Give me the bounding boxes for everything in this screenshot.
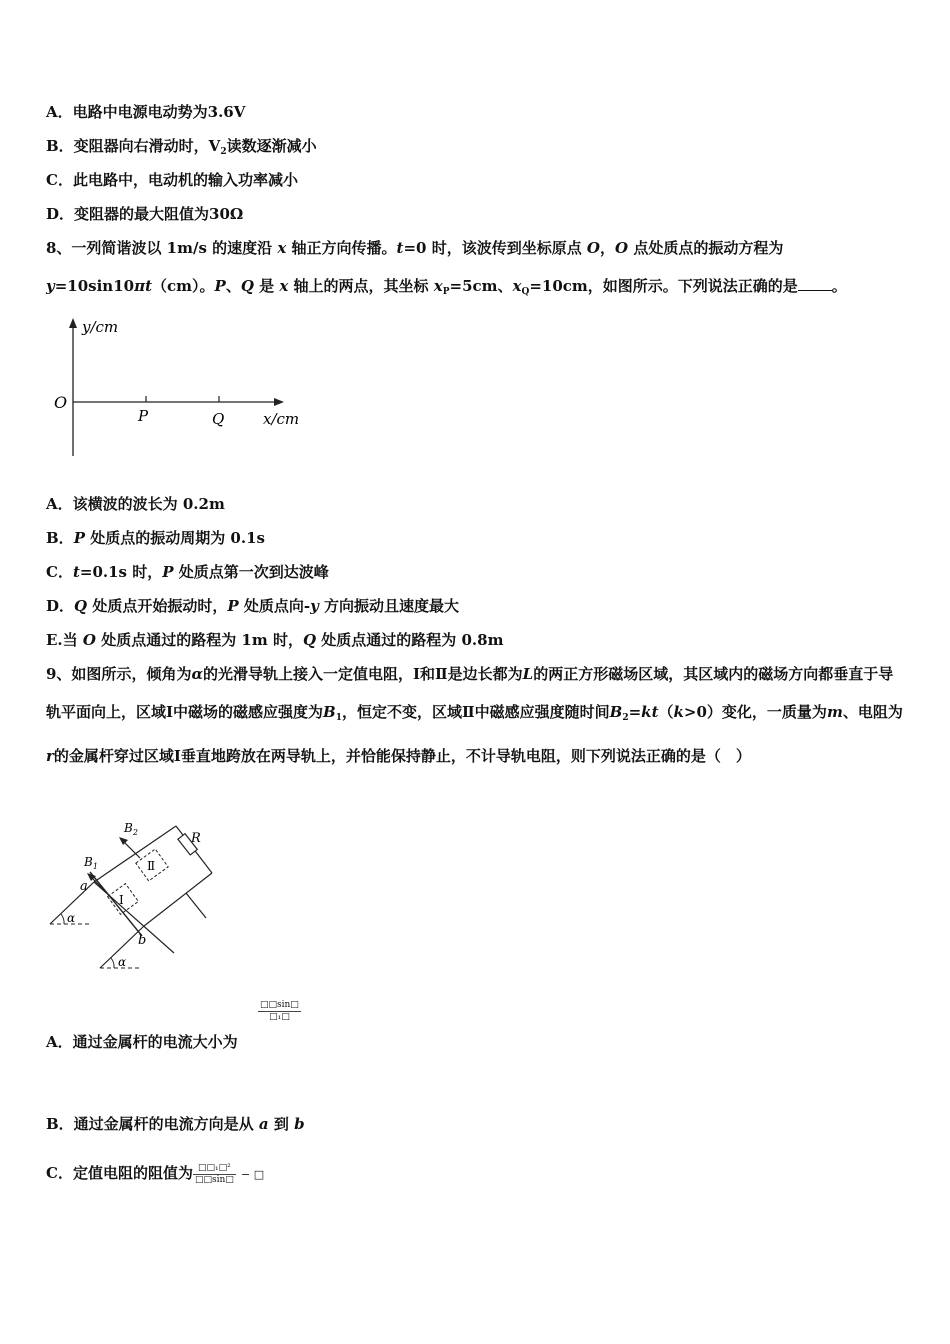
rod-end-b-label: b — [138, 933, 147, 948]
q7-option-c: C．此电路中，电动机的输入功率减小 — [46, 171, 298, 189]
q8-stem-line2: y=10sin10πt（cm）。P、Q 是 x 轴上的两点，其坐标 $x_P=5cm$、$x_Q=10cm$，如图所示。下列说法正确的是 。 — [46, 277, 847, 297]
option-c-fraction: $\frac{\text{□□₁□²}}{□□\sin□}$ — [194, 1162, 234, 1185]
q9-option-b: B．通过金属杆的电流方向是从 a 到 b — [46, 1115, 305, 1133]
q8-option-e: E.当 O 处质点通过的路程为 1m 时，Q 处质点通过的路程为 0.8m — [46, 631, 504, 649]
region-2-label: Ⅱ — [147, 859, 156, 873]
rod-end-a-label: a — [80, 879, 88, 894]
rail-right-tail — [186, 893, 206, 918]
b2-arrowhead — [119, 837, 128, 845]
q8-option-c: C．t=0.1s 时，P 处质点第一次到达波峰 — [46, 563, 329, 581]
x-axis-label: x/cm — [263, 410, 300, 428]
rail-right — [144, 873, 212, 926]
q7-option-b: B．变阻器向右滑动时，$V_2$读数逐渐减小 — [46, 137, 317, 157]
q8-wave-axes-figure — [46, 314, 316, 464]
b2-label: $B_2$ — [124, 821, 138, 837]
q9-stem: 9、如图所示，倾角为α的光滑导轨上接入一定值电阻，Ⅰ和Ⅱ是边长都为L的两正方形磁场区域，其区域内的磁场方向都垂直于导轨平面向上，区域Ⅰ中磁场的磁感应强度为$B_1$，恒定不变，区域Ⅱ中磁感应强度随时间$B_2=kt(k>0)$变化，一质量为m、电阻为r的金属杆穿过区域Ⅰ垂直地跨放在两导轨上，并恰能保持静止，不计导轨电阻，则下列说法正确的是（ ） — [46, 665, 903, 765]
q8-option-a: A．该横波的波长为 0.2m — [46, 495, 225, 513]
metal-rod — [90, 872, 142, 936]
q9-rail-figure — [46, 818, 226, 973]
resistor-label: R — [191, 831, 201, 846]
q8-option-b: B．P 处质点的振动周期为 0.1s — [46, 529, 265, 547]
q8-option-d: D．Q 处质点开始振动时，P 处质点向-y 方向振动且速度最大 — [46, 597, 460, 615]
y-axis-label: y/cm — [82, 318, 119, 336]
b1-label: $B_1$ — [84, 855, 98, 871]
q9-option-a: A．通过金属杆的电流大小为 — [46, 1033, 238, 1051]
angle-arc-lower — [111, 958, 114, 968]
alpha-label-upper: α — [67, 911, 76, 925]
x-axis-arrow — [274, 398, 284, 406]
alpha-label-lower: α — [118, 955, 127, 969]
origin-label: O — [54, 393, 68, 412]
q7-option-d: D．变阻器的最大阻值为30Ω — [46, 205, 244, 223]
option-a-fraction: □□sin□ □₁□ — [260, 1000, 299, 1022]
q9-option-c: C．定值电阻的阻值为 $\frac{\text{□□₁□²}}{□□\sin□}$ − □ — [46, 1162, 265, 1185]
answer-blank — [798, 276, 832, 291]
q7-option-a: A．电路中电源电动势为3.6V — [46, 103, 246, 121]
y-axis-arrow — [69, 318, 77, 328]
p-label: P — [138, 407, 149, 425]
q-label: Q — [212, 410, 225, 428]
region-1-label: Ⅰ — [119, 893, 124, 907]
angle-arc-upper — [61, 914, 64, 924]
q8-stem-line1: 8、一列简谐波以 1m/s 的速度沿 x 轴正方向传播。t=0 时，该波传到坐标原点 O，O 点处质点的振动方程为 — [46, 239, 784, 257]
